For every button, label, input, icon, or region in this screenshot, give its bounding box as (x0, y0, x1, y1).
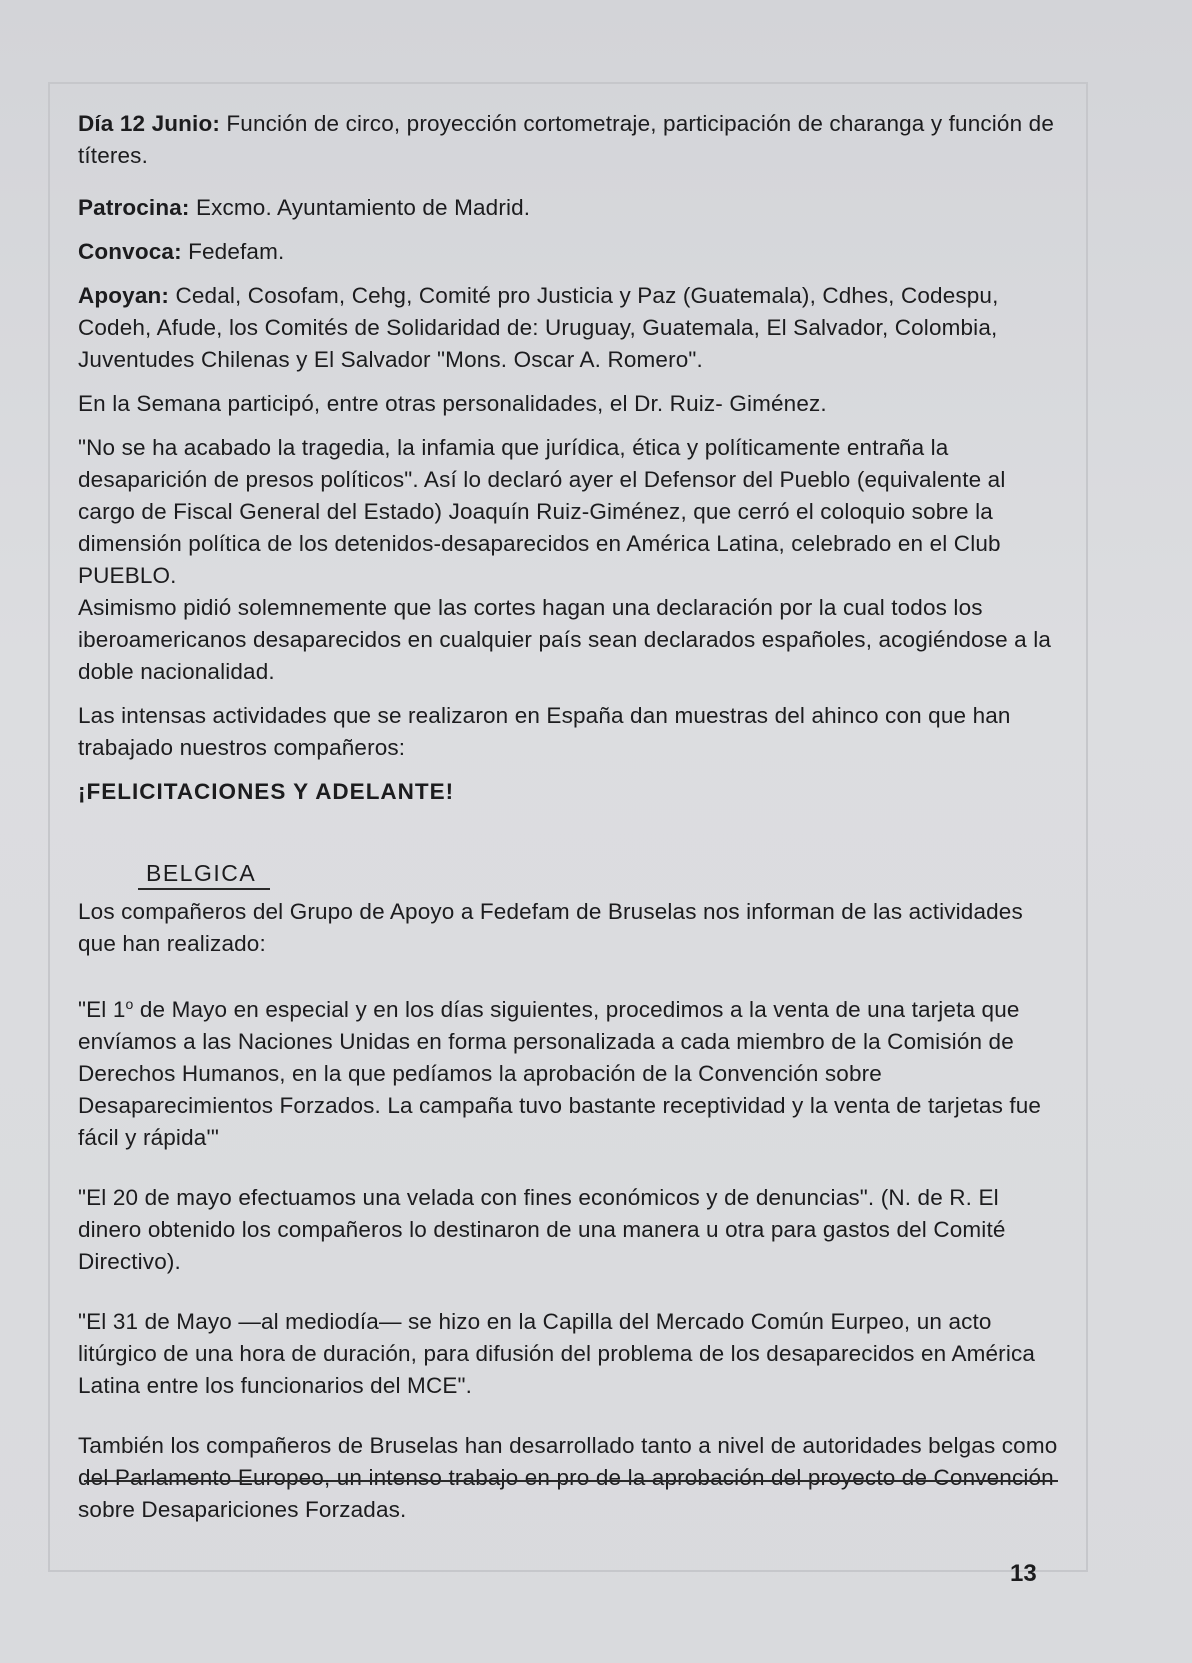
belgica-section (78, 832, 1058, 1526)
mayo-20-paragraph: "El 20 de mayo efectuamos una velada con fines económicos y de denuncias". (N. de R. El dinero obtenido los compañeros lo destinaron de una manera u otra para gastos del Comité Directivo). (78, 1185, 1006, 1274)
asimismo-paragraph: Asimismo pidió solemnemente que las cortes hagan una declaración por la cual todos los iberoamericanos desaparecidos en cualquier país sean declarados españoles, acogiéndose a la doble nacionalidad. (78, 595, 1052, 684)
patrocina-paragraph (78, 192, 1058, 224)
apoyan-text: Cedal, Cosofam, Cehg, Comité pro Justicia y Paz (Guatemala), Cdhes, Codespu, Codeh, Afude, los Comités de Solidaridad de: Uruguay, Guatemala, El Salvador, Colombia, Juventudes Chilenas y El Salvador "Mons. Oscar A. Romero". (78, 283, 999, 372)
mayo-31-paragraph: "El 31 de Mayo —al mediodía— se hizo en la Capilla del Mercado Común Eurpeo, un acto litúrgico de una hora de duración, para difusión del problema de los desaparecidos en América Latina entre los funcionarios del MCE". (78, 1309, 1036, 1398)
mayo-1-paragraph (78, 988, 1058, 1154)
tambien-paragraph: También los compañeros de Bruselas han desarrollado tanto a nivel de autoridades belgas como del Parlamento Europeo, un intenso trabajo en pro de la aprobación del proyecto de Convención sobre Desapariciones Forzadas. (78, 1433, 1058, 1522)
bottom-rule (84, 1480, 1058, 1482)
felicitaciones-heading: ¡FELICITACIONES Y ADELANTE! (78, 779, 455, 804)
belgica-intro: Los compañeros del Grupo de Apoyo a Fedefam de Bruselas nos informan de las actividades que han realizado: (78, 899, 1023, 956)
mayo-1-prefix: "El 1 (78, 997, 126, 1022)
convoca-paragraph (78, 236, 1058, 268)
dia-text: Función de circo, proyección cortometraje, participación de charanga y función de títeres. (78, 111, 1054, 168)
convoca-text: Fedefam. (188, 239, 285, 264)
patrocina-text: Excmo. Ayuntamiento de Madrid. (195, 195, 531, 220)
belgica-heading: BELGICA (138, 858, 270, 890)
dia-label: Día 12 Junio: (78, 111, 220, 136)
page-number: 13 (1010, 1560, 1037, 1587)
patrocina-label: Patrocina: (78, 195, 190, 220)
convoca-label: Convoca: (78, 239, 182, 264)
apoyan-label: Apoyan: (78, 283, 170, 308)
semana-paragraph: En la Semana participó, entre otras personalidades, el Dr. Ruiz- Giménez. (78, 391, 827, 416)
apoyan-paragraph (78, 280, 1058, 376)
dia-12-junio-paragraph (78, 108, 1058, 172)
intensas-paragraph: Las intensas actividades que se realizaron en España dan muestras del ahinco con que han trabajado nuestros compañeros: (78, 703, 1011, 760)
mayo-1-text: de Mayo en especial y en los días siguientes, procedimos a la venta de una tarjeta que envíamos a las Naciones Unidas en forma personalizada a cada miembro de la Comisión de Derechos Humanos, en la que pedíamos la aprobación de la Convención sobre Desaparecimientos Forzados. La campaña tuvo bastante receptividad y la venta de tarjetas fue fácil y rápida'" (78, 997, 1042, 1150)
page-content (78, 108, 1058, 1526)
mayo-1-ordinal: o (125, 996, 134, 1012)
quote-paragraph: "No se ha acabado la tragedia, la infamia que jurídica, ética y políticamente entraña la desaparición de presos políticos". Así lo declaró ayer el Defensor del Pueblo (equivalente al cargo de Fiscal General del Estado) Joaquín Ruiz-Giménez, que cerró el coloquio sobre la dimensión política de los detenidos-desaparecidos en América Latina, celebrado en el Club PUEBLO. (78, 435, 1006, 588)
